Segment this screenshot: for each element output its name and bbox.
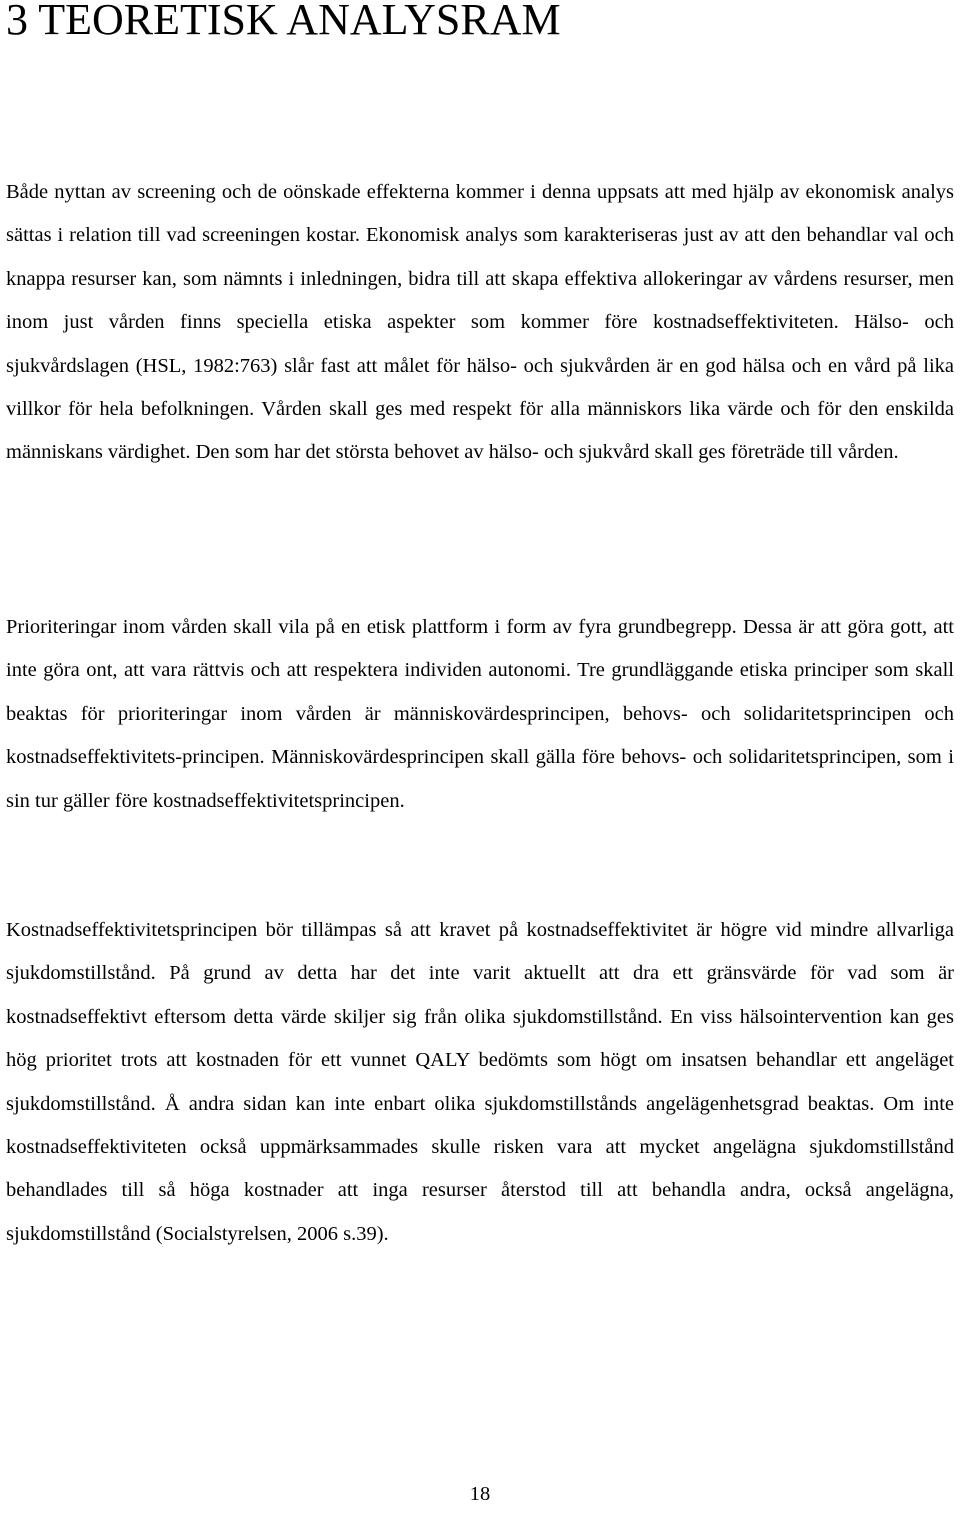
body-paragraph-1: Både nyttan av screening och de oönskade effekterna kommer i denna uppsats att med hjälp av ekonomisk analys sättas i relation till vad screeningen kostar. Ekonomisk analys som karakteriseras just av att den behandlar val och knappa resurser kan, som nämnts i inledningen, bidra till att skapa effektiva allokeringar av vårdens resurser, men inom just vården finns speciella etiska aspekter som kommer före kostnadseffektiviteten. Hälso- och sjukvårdslagen (HSL, 1982:763) slår fast att målet för hälso- och sjukvården är en god hälsa och en vård på lika villkor för hela befolkningen. Vården skall ges med respekt för alla människors lika värde och för den enskilda människans värdighet. Den som har det största behovet av hälso- och sjukvård skall ges företräde till vården. (6, 181, 954, 464)
body-paragraph-2: Prioriteringar inom vården skall vila på en etisk plattform i form av fyra grundbegrepp. Dessa är att göra gott, att inte göra ont, att vara rättvis och att respektera individen autonomi. Tre grundläggande etiska principer som skall beaktas för prioriteringar inom vården är människovärdesprincipen, behovs- och solidaritetsprincipen och kostnadseffektivitets-principen. Människovärdesprincipen skall gälla före behovs- och solidaritetsprincipen, som i sin tur gäller före kostnadseffektivitetsprincipen. (6, 616, 954, 812)
body-paragraph-3: Kostnadseffektivitetsprincipen bör tillämpas så att kravet på kostnadseffektivitet är högre vid mindre allvarliga sjukdomstillstånd. På grund av detta har det inte varit aktuellt att dra ett gränsvärde för vad som är kostnadseffektivt eftersom detta värde skiljer sig från olika sjukdomstillstånd. En viss hälsointervention kan ges hög prioritet trots att kostnaden för ett vunnet QALY bedömts som högt om insatsen behandlar ett angeläget sjukdomstillstånd. Å andra sidan kan inte enbart olika sjukdomstillstånds angelägenhetsgrad beaktas. Om inte kostnadseffektiviteten också uppmärksammades skulle risken vara att mycket angelägna sjukdomstillstånd behandlades till så höga kostnader att inga resurser återstod till att behandla andra, också angelägna, sjukdomstillstånd (Socialstyrelsen, 2006 s.39). (6, 919, 954, 1245)
document-page (6, 0, 954, 1525)
page-number: 18 (469, 1483, 491, 1505)
section-heading: 3 TEORETISK ANALYSRAM (6, 0, 561, 44)
